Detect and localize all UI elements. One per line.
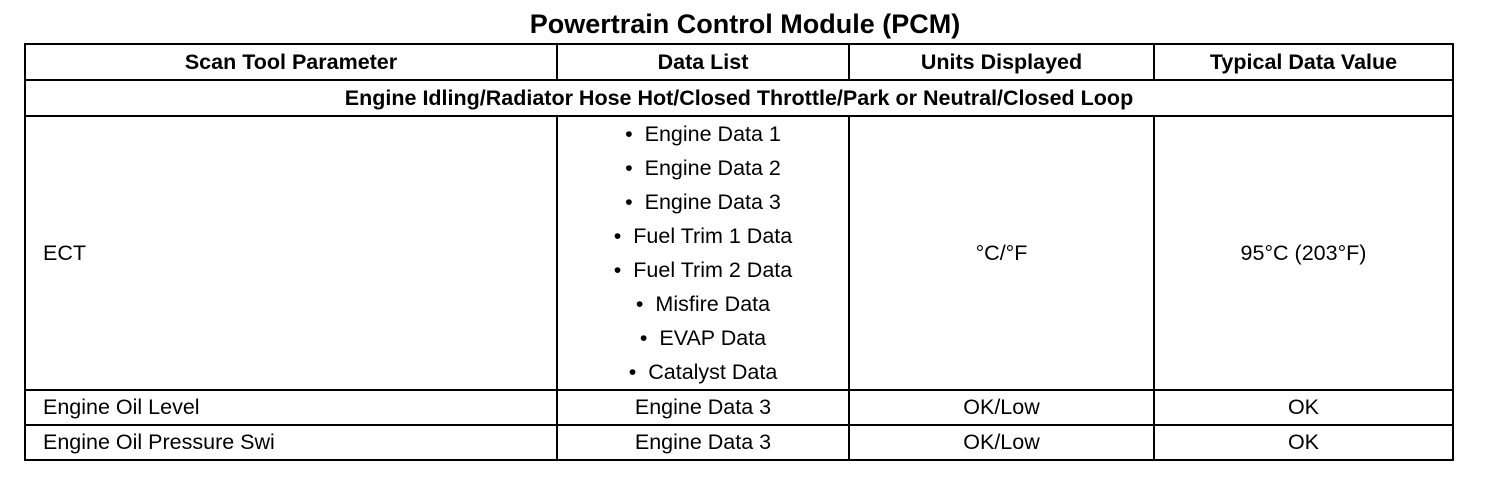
table-row-engine-oil-level (25, 390, 1453, 425)
section-heading: Engine Idling/Radiator Hose Hot/Closed Throttle/Park or Neutral/Closed Loop (25, 80, 1453, 116)
bullet-icon: • (625, 122, 633, 146)
parameter-cell: Engine Oil Level (25, 390, 557, 425)
table-row-engine-oil-pressure-swi (25, 425, 1453, 460)
bullet-icon: • (635, 292, 644, 316)
list-item-label: Fuel Trim 2 Data (633, 258, 793, 282)
typical-value-cell: OK (1154, 390, 1453, 425)
units-cell: OK/Low (849, 390, 1154, 425)
bullet-icon: • (639, 326, 648, 350)
list-item-label: Fuel Trim 1 Data (633, 224, 793, 248)
units-cell: °C/°F (849, 116, 1154, 390)
header-data-list: Data List (557, 44, 849, 80)
table-row-ect (25, 116, 1453, 390)
list-item (558, 219, 848, 253)
page-title: Powertrain Control Module (PCM) (529, 9, 961, 39)
list-item-label: Engine Data 2 (644, 156, 781, 180)
data-list-cell: Engine Data 3 (557, 425, 849, 460)
parameter-cell: Engine Oil Pressure Swi (25, 425, 557, 460)
data-list (558, 117, 848, 389)
pcm-data-table (24, 43, 1454, 461)
list-item (558, 355, 848, 389)
list-item (558, 185, 848, 219)
data-list-cell (557, 116, 849, 390)
list-item (558, 151, 848, 185)
header-row (25, 44, 1453, 80)
bullet-icon: • (625, 190, 633, 214)
list-item-label: Engine Data 3 (644, 190, 781, 214)
bullet-icon: • (625, 156, 633, 180)
header-typical-data-value: Typical Data Value (1154, 44, 1453, 80)
list-item (558, 321, 848, 355)
parameter-cell: ECT (25, 116, 557, 390)
typical-value-cell: 95°C (203°F) (1154, 116, 1453, 390)
list-item (558, 287, 848, 321)
typical-value-cell: OK (1154, 425, 1453, 460)
bullet-icon: • (613, 224, 622, 248)
data-list-cell: Engine Data 3 (557, 390, 849, 425)
bullet-icon: • (628, 360, 637, 384)
header-units-displayed: Units Displayed (849, 44, 1154, 80)
list-item-label: Catalyst Data (648, 360, 778, 384)
list-item-label: Misfire Data (655, 292, 771, 316)
units-cell: OK/Low (849, 425, 1154, 460)
list-item-label: EVAP Data (659, 326, 767, 350)
list-item (558, 253, 848, 287)
section-row (25, 80, 1453, 116)
header-scan-tool-parameter: Scan Tool Parameter (25, 44, 557, 80)
list-item-label: Engine Data 1 (644, 122, 781, 146)
list-item (558, 117, 848, 151)
bullet-icon: • (613, 258, 622, 282)
